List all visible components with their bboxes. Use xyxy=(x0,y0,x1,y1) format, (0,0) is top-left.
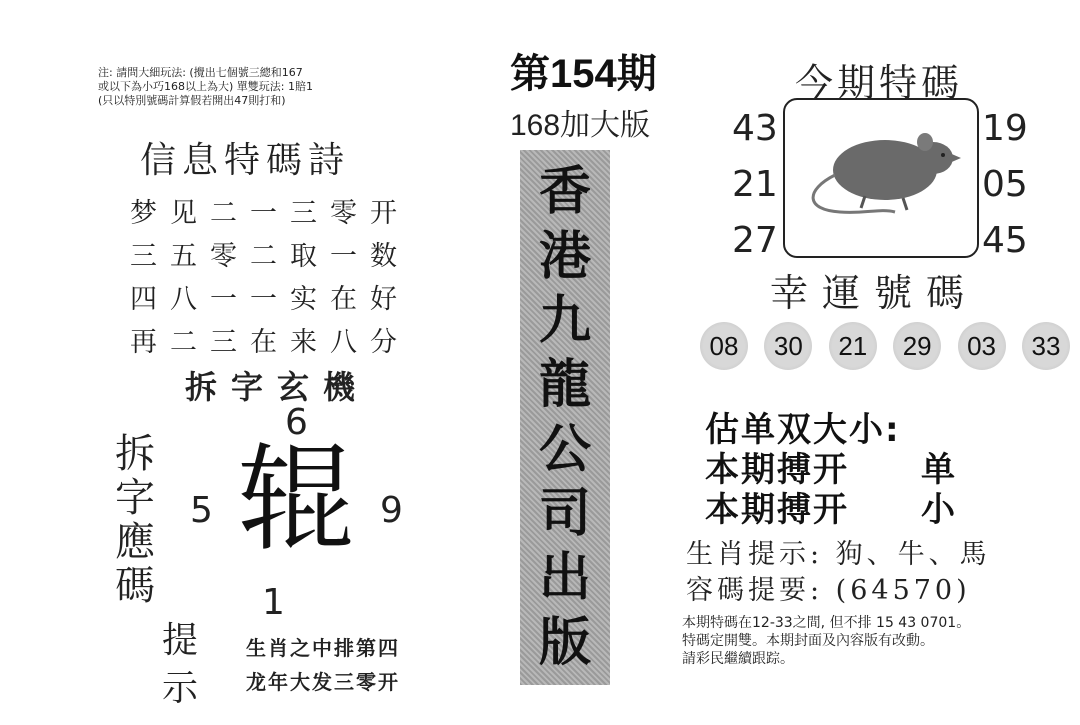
hint-line: 生肖之中排第四 xyxy=(246,636,400,660)
lucky-ball: 08 xyxy=(700,322,748,370)
chaizi-number-top: 6 xyxy=(285,402,308,443)
chaizi-number-bottom: 1 xyxy=(262,582,285,623)
banner-char: 香 xyxy=(538,161,591,223)
issue-number: 第154期 xyxy=(510,52,657,96)
banner-char: 九 xyxy=(538,289,591,351)
rat-icon xyxy=(785,100,977,256)
chaizi-character: 辊 xyxy=(238,432,354,567)
vertical-char: 字 xyxy=(115,475,155,521)
banner-char: 公 xyxy=(538,418,591,480)
tema-number-right: 45 xyxy=(982,220,1028,261)
vertical-char: 拆 xyxy=(115,431,155,477)
banner-char: 港 xyxy=(538,225,591,287)
tema-title: 今期特碼 xyxy=(795,61,964,105)
publisher-banner xyxy=(520,150,610,685)
vertical-char: 碼 xyxy=(115,563,155,609)
chaizi-number-right: 9 xyxy=(380,490,403,531)
rules-note xyxy=(98,66,428,108)
poem-line: 三五零二取一数 xyxy=(130,241,410,272)
banner-char: 司 xyxy=(538,483,591,545)
guess-row: 本期搏开 小 xyxy=(705,490,957,530)
footnote xyxy=(682,614,1072,668)
poem-title: 信息特碼詩 xyxy=(140,140,351,181)
vertical-char: 應 xyxy=(115,519,155,565)
tema-number-left: 21 xyxy=(732,164,778,205)
footnote-line: 本期特碼在12-33之間, 但不排 15 43 0701。 xyxy=(682,615,971,631)
banner-char: 出 xyxy=(538,547,591,609)
tema-image-frame xyxy=(783,98,979,258)
footnote-line: 特碼定開雙。本期封面及內容版有改動。 xyxy=(682,633,934,649)
hint-line: 龙年大发三零开 xyxy=(246,670,400,694)
edition-label: 168加大版 xyxy=(510,109,651,142)
poem-line: 四八一一实在好 xyxy=(130,284,410,315)
lucky-ball: 03 xyxy=(958,322,1006,370)
lucky-ball: 33 xyxy=(1022,322,1070,370)
chaizi-number-left: 5 xyxy=(190,490,213,531)
banner-char: 版 xyxy=(538,611,591,673)
lucky-ball: 30 xyxy=(764,322,812,370)
chaizi-title: 拆字玄機 xyxy=(185,368,370,406)
code-hint: 容碼提要: (64570) xyxy=(686,575,971,606)
guess-row: 本期搏开 单 xyxy=(705,450,957,490)
tema-number-left: 27 xyxy=(732,220,778,261)
guess-title: 估单双大小: xyxy=(705,410,901,450)
poem-line: 梦见二一三零开 xyxy=(130,198,410,229)
banner-char: 龍 xyxy=(538,354,591,416)
hint-label-bottom: 示 xyxy=(162,668,199,709)
lucky-ball: 29 xyxy=(893,322,941,370)
chaizi-vertical-label xyxy=(112,432,158,608)
footnote-line: 請彩民繼續跟踪。 xyxy=(682,651,794,667)
zodiac-hint: 生肖提示: 狗、牛、馬 xyxy=(686,539,991,570)
tema-number-right: 05 xyxy=(982,164,1028,205)
lucky-title: 幸運號碼 xyxy=(770,271,979,315)
poem-line: 再二三在来八分 xyxy=(130,327,410,358)
poem xyxy=(130,192,410,364)
lucky-numbers xyxy=(700,322,1070,370)
rules-note-line: 或以下為小巧168以上為大) 單雙玩法: 1賠1 xyxy=(98,80,313,93)
lucky-ball: 21 xyxy=(829,322,877,370)
hint-label-top: 提 xyxy=(162,620,199,661)
tema-number-left: 43 xyxy=(732,108,778,149)
tema-number-right: 19 xyxy=(982,108,1028,149)
rules-note-line: (只以特別號碼計算假若開出47則打和) xyxy=(98,94,286,107)
rules-note-line: 注: 請問大細玩法: (攪出七個號三總和167 xyxy=(98,66,303,79)
